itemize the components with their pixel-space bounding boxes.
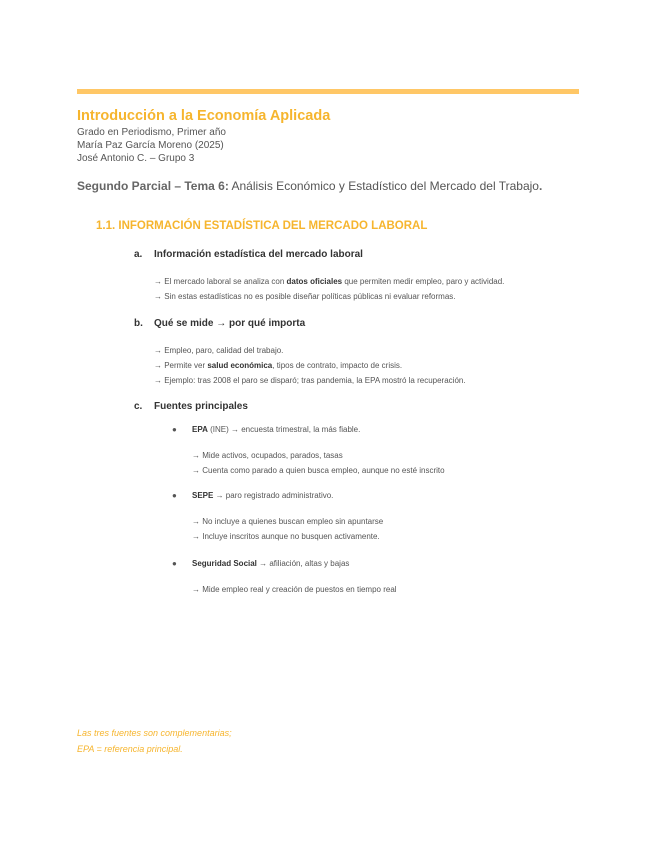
summary-note-line-1: Las tres fuentes son complementarias; bbox=[77, 728, 232, 738]
ss-name: Seguridad Social bbox=[192, 559, 257, 568]
item-b-line-2-bold: salud económica bbox=[207, 361, 273, 370]
item-a-line-1-bold: datos oficiales bbox=[286, 277, 343, 286]
item-a-line-1-pre: → El mercado laboral se analiza con bbox=[154, 277, 287, 286]
sepe-detail-2: → Incluye inscritos aunque no busquen activamente. bbox=[192, 532, 380, 541]
degree-line: Grado en Periodismo, Primer año bbox=[77, 127, 226, 138]
item-a-line-1-post: que permiten medir empleo, paro y actividad. bbox=[342, 277, 505, 286]
source-epa bbox=[172, 425, 360, 434]
item-b-title: Qué se mide → por qué importa bbox=[154, 318, 306, 329]
bullet-icon: ● bbox=[172, 559, 177, 568]
item-b-line-3: → Ejemplo: tras 2008 el paro se disparó; tras pandemia, la EPA mostró la recuperación. bbox=[154, 376, 466, 385]
item-b-line-2-post: , tipos de contrato, impacto de crisis. bbox=[272, 361, 403, 370]
bullet-icon: ● bbox=[172, 425, 177, 434]
sepe-name: SEPE bbox=[192, 491, 214, 500]
subtitle-period: . bbox=[538, 179, 543, 193]
epa-desc: (INE) → encuesta trimestral, la más fiable. bbox=[207, 425, 361, 434]
item-a-line-1 bbox=[154, 277, 504, 286]
document-title: Introducción a la Economía Aplicada bbox=[77, 108, 331, 124]
item-b-label: b. bbox=[134, 318, 143, 329]
header-accent-bar bbox=[77, 89, 579, 94]
item-c-heading bbox=[134, 401, 248, 412]
section-heading: 1.1. INFORMACIÓN ESTADÍSTICA DEL MERCADO LABORAL bbox=[96, 220, 428, 232]
item-c-title: Fuentes principales bbox=[154, 401, 248, 412]
bullet-icon: ● bbox=[172, 491, 177, 500]
epa-detail-1: → Mide activos, ocupados, parados, tasas bbox=[192, 451, 343, 460]
item-b-line-2-pre: → Permite ver bbox=[154, 361, 208, 370]
epa-name: EPA bbox=[192, 425, 208, 434]
source-seguridad-social bbox=[172, 559, 349, 568]
subtitle-bold: Segundo Parcial – Tema 6: bbox=[77, 179, 229, 193]
ss-desc: → afiliación, altas y bajas bbox=[256, 559, 350, 568]
item-a-title: Información estadística del mercado laboral bbox=[154, 249, 363, 260]
sepe-desc: → paro registrado administrativo. bbox=[213, 491, 334, 500]
author-line: María Paz García Moreno (2025) bbox=[77, 140, 224, 151]
subtitle-text: Análisis Económico y Estadístico del Mercado del Trabajo bbox=[228, 179, 539, 193]
item-b-line-2 bbox=[154, 361, 402, 370]
item-a-line-2: → Sin estas estadísticas no es posible diseñar políticas públicas ni evaluar reformas. bbox=[154, 292, 456, 301]
item-b-heading bbox=[134, 318, 305, 329]
item-b-line-1: → Empleo, paro, calidad del trabajo. bbox=[154, 346, 284, 355]
item-c-label: c. bbox=[134, 401, 143, 412]
item-a-label: a. bbox=[134, 249, 143, 260]
sepe-detail-1: → No incluye a quienes buscan empleo sin apuntarse bbox=[192, 517, 384, 526]
group-line: José Antonio C. – Grupo 3 bbox=[77, 153, 195, 164]
item-a-heading bbox=[134, 249, 363, 260]
epa-detail-2: → Cuenta como parado a quien busca empleo, aunque no esté inscrito bbox=[192, 466, 445, 475]
ss-detail-1: → Mide empleo real y creación de puestos en tiempo real bbox=[192, 585, 397, 594]
exam-subtitle bbox=[77, 179, 542, 193]
source-sepe bbox=[172, 491, 333, 500]
summary-note-line-2: EPA = referencia principal. bbox=[77, 744, 183, 754]
